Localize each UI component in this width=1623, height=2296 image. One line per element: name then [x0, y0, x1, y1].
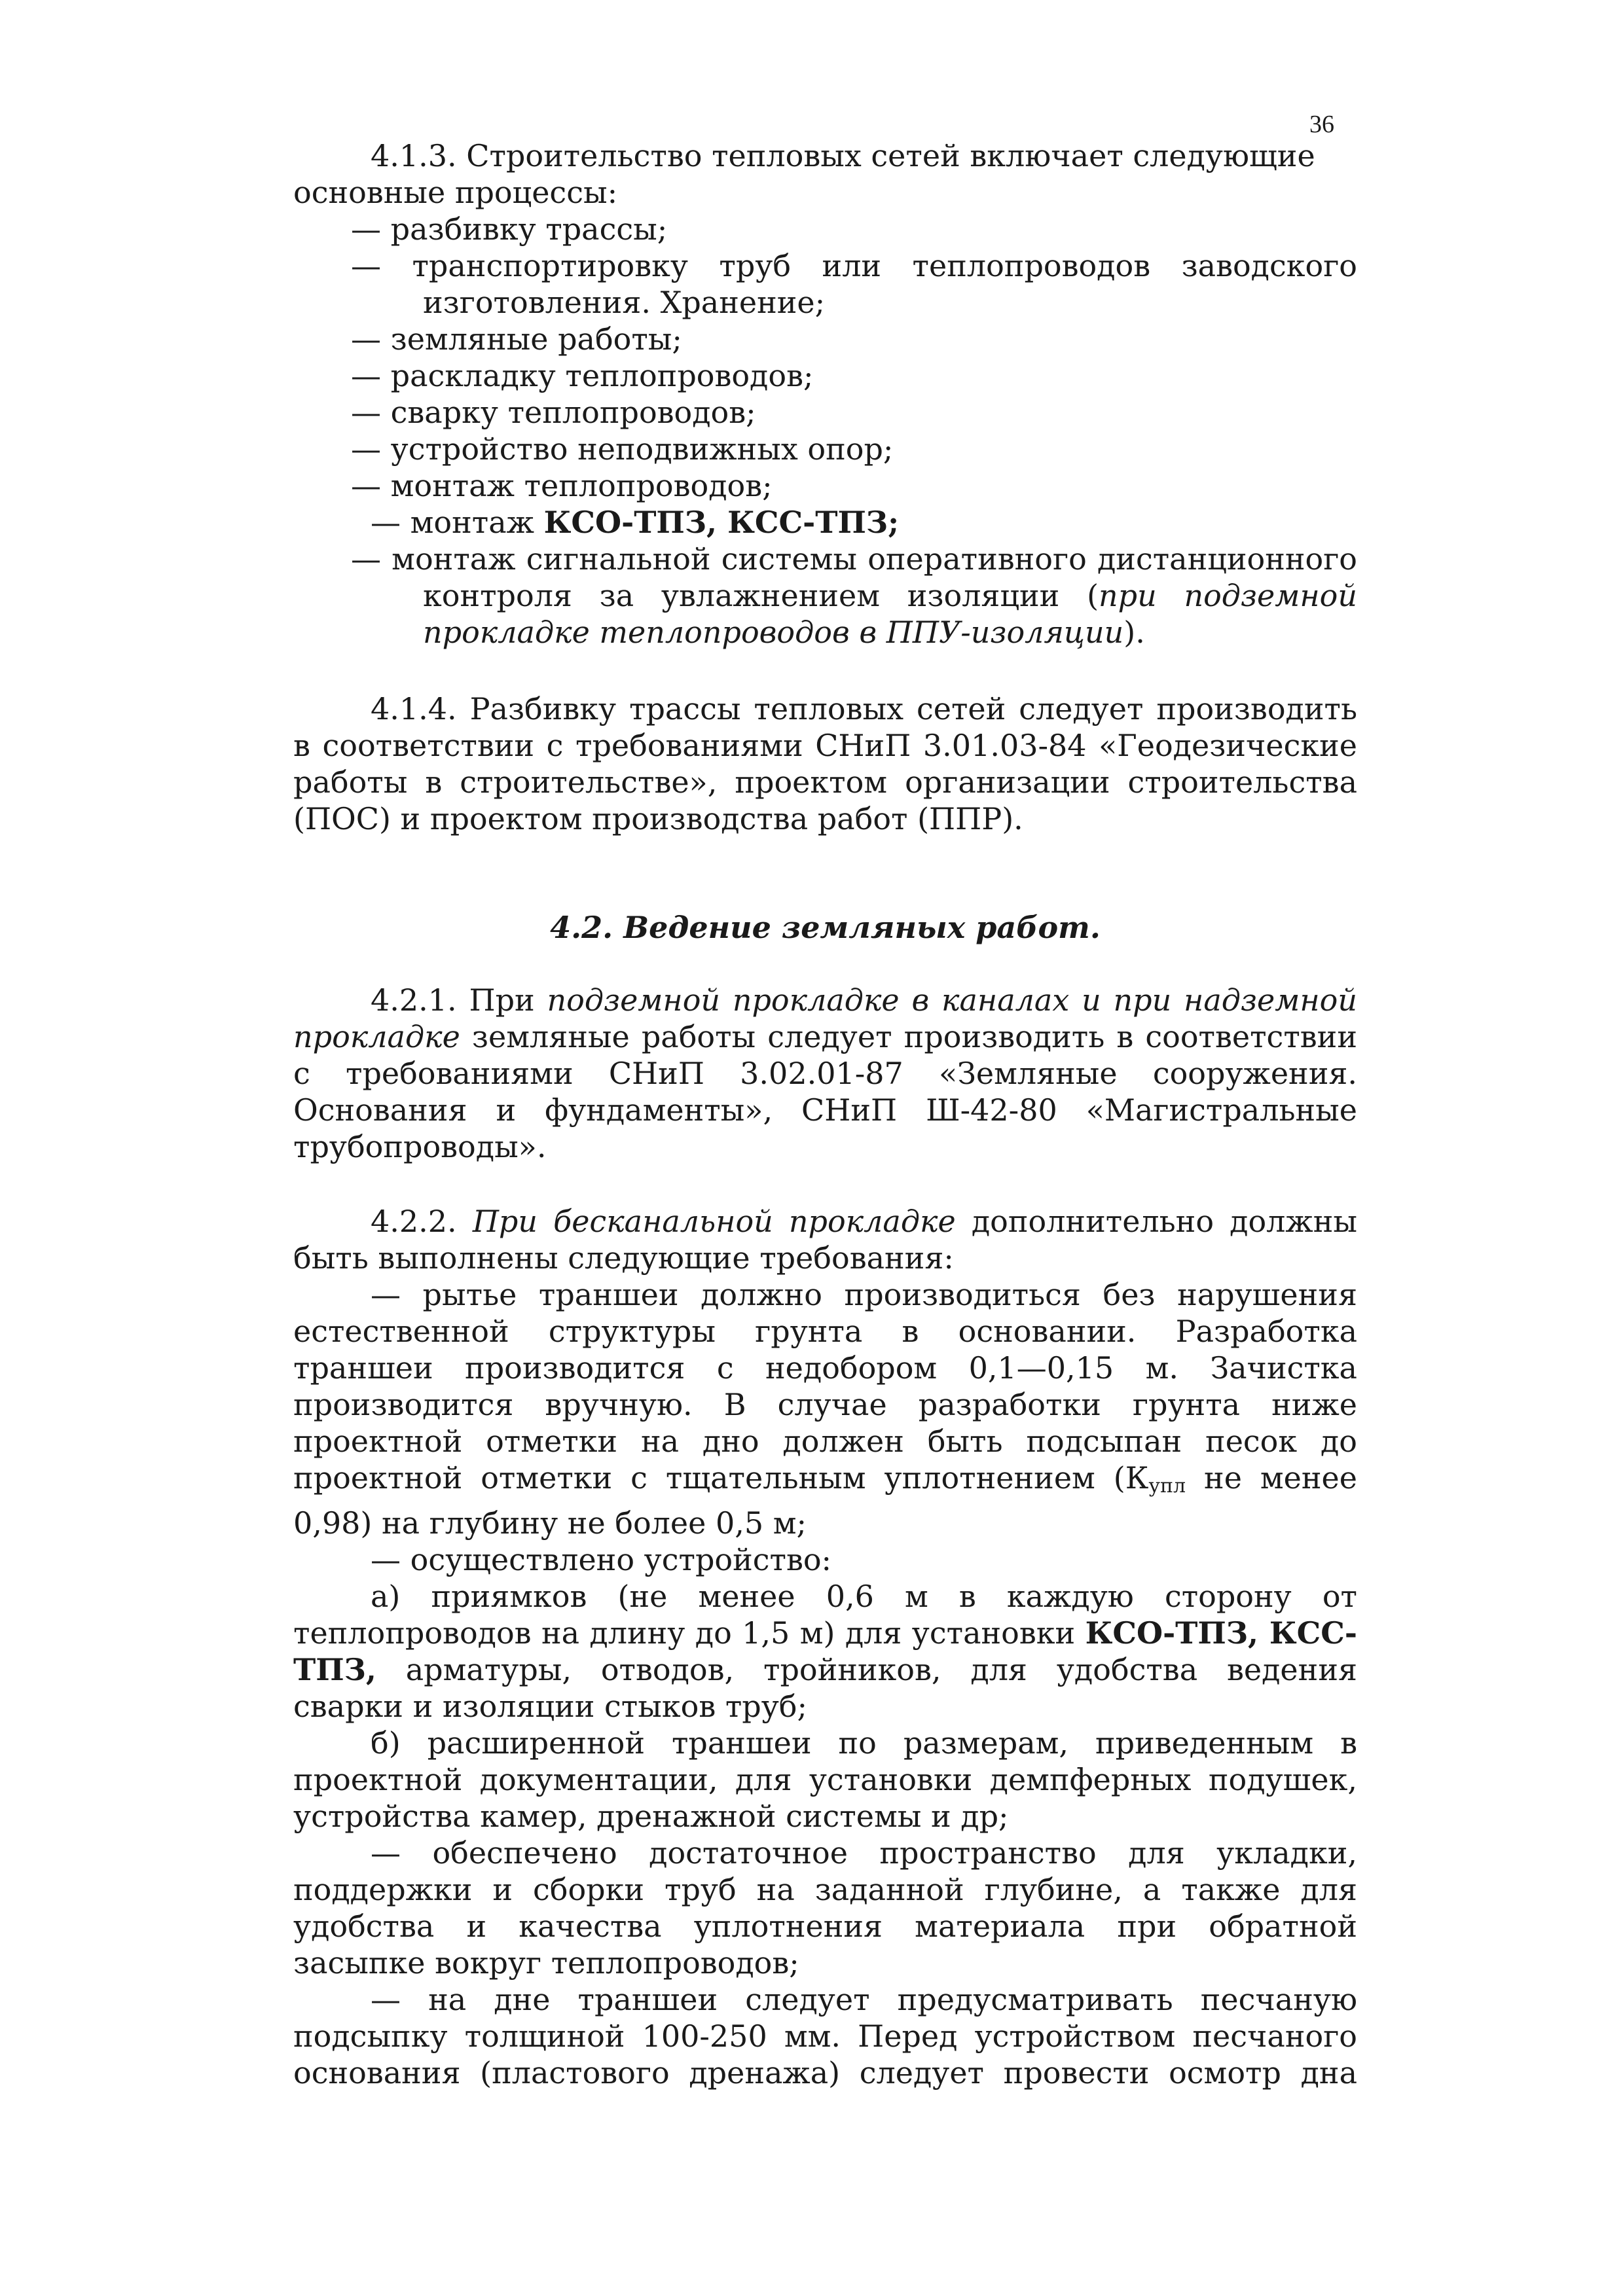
s421-prefix: 4.2.1. При [371, 982, 547, 1018]
signal-end: ). [1123, 615, 1145, 650]
s422-prefix: 4.2.2. [371, 1204, 473, 1239]
s422-device: — осуществлено устройство: [371, 1542, 832, 1577]
signal-italic: при подземной прокладке теплопроводов в ППУ-изоляции [423, 578, 1358, 650]
s413-intro-line1: 4.1.3. Строительство тепловых сетей включает следующие [371, 138, 1315, 173]
s422-rest: дополнительно должны быть выполнены следующие требования: [293, 1204, 1357, 1276]
s422-space: — обеспечено достаточное пространство для укладки, поддержки и сборки труб на заданной глубине, а также для удобства и качества уплотнения материала при обратной засыпке вокруг теплопроводов; [293, 1835, 1357, 1981]
list-item-layout: — раскладку теплопроводов; [351, 358, 814, 393]
list-item-mounting: — монтаж теплопроводов; [351, 468, 773, 503]
s422-trench-requirements [293, 1276, 1357, 1541]
s422-intro [293, 1203, 1357, 1276]
s413-intro-line2: основные процессы: [293, 175, 618, 210]
s422-italic: При бесканальной прокладке [472, 1204, 956, 1239]
trench-text-a: — рытье траншеи должно производиться без нарушения естественной структуры грунта в основании. Разработка траншеи производится с недобором 0,1—0,15 м. Зачистка производится вручную. В случае разработки грунта ниже проектной отметки на дно должен быть подсыпан песок до проектной отметки с тщательным уплотнением (К [293, 1277, 1357, 1496]
list-item-transport: — транспортировку труб или теплопроводов заводского изготовления. Хранение; [351, 248, 1357, 320]
s421-paragraph [293, 982, 1357, 1165]
s421-rest: земляные работы следует производить в соответствии с требованиями СНиП 3.02.01-87 «Земляные сооружения. Основания и фундаменты», СНиП Ш-42-80 «Магистральные трубопроводы». [293, 1019, 1357, 1164]
item-a-rest: арматуры, отводов, тройников, для удобства ведения сварки и изоляции стыков труб; [293, 1652, 1357, 1724]
list-item-route: — разбивку трассы; [351, 211, 668, 247]
section-4-1-4 [293, 691, 1357, 837]
list-item-welding: — сварку теплопроводов; [351, 395, 756, 430]
item-a-bold: КСО-ТПЗ, КСС-ТПЗ, [293, 1615, 1357, 1687]
list-item-ksz [293, 504, 1357, 541]
s422-item-b: б) расширенной траншеи по размерам, приведенным в проектной документации, для установки демпферных подушек, устройства камер, дренажной системы и др; [293, 1725, 1357, 1834]
s414-paragraph: 4.1.4. Разбивку трассы тепловых сетей следует производить в соответствии с требованиями СНиП 3.01.03-84 «Геодезические работы в строительстве», проектом организации строительства (ПОС) и проектом производства работ (ППР). [293, 691, 1357, 836]
section-4-2-2 [293, 1203, 1357, 2091]
signal-plain: — монтаж сигнальной системы оперативного дистанционного контроля за увлажнением изоляции ( [351, 541, 1357, 613]
item-a-plain: а) приямков (не менее 0,6 м в каждую сторону от теплопроводов на длину до 1,5 м) для установки [293, 1579, 1357, 1651]
ksz-prefix: — монтаж [371, 505, 544, 540]
s422-item-a [293, 1578, 1357, 1725]
s422-sand: — на дне траншеи следует предусматривать песчаную подсыпку толщиной 100-250 мм. Перед устройством песчаного основания (пластового дренажа) следует провести осмотр дна [293, 1982, 1357, 2090]
list-item-signal-system [293, 541, 1357, 651]
section-4-2-1 [293, 982, 1357, 1165]
section-4-1-3 [293, 137, 1357, 651]
ksz-bold-text: КСО-ТПЗ, КСС-ТПЗ; [543, 505, 900, 540]
list-item-supports: — устройство неподвижных опор; [351, 431, 894, 467]
list-item-earthworks: — земляные работы; [351, 321, 682, 357]
s421-italic: подземной прокладке в каналах и при надземной прокладке [293, 982, 1357, 1054]
section-heading-4-2: 4.2. Ведение земляных работ. [550, 910, 1101, 945]
page-number: 36 [1309, 111, 1334, 138]
compaction-coefficient-subscript: упл [1148, 1475, 1186, 1498]
trench-text-b: не менее 0,98) на глубину не более 0,5 м; [293, 1460, 1358, 1541]
